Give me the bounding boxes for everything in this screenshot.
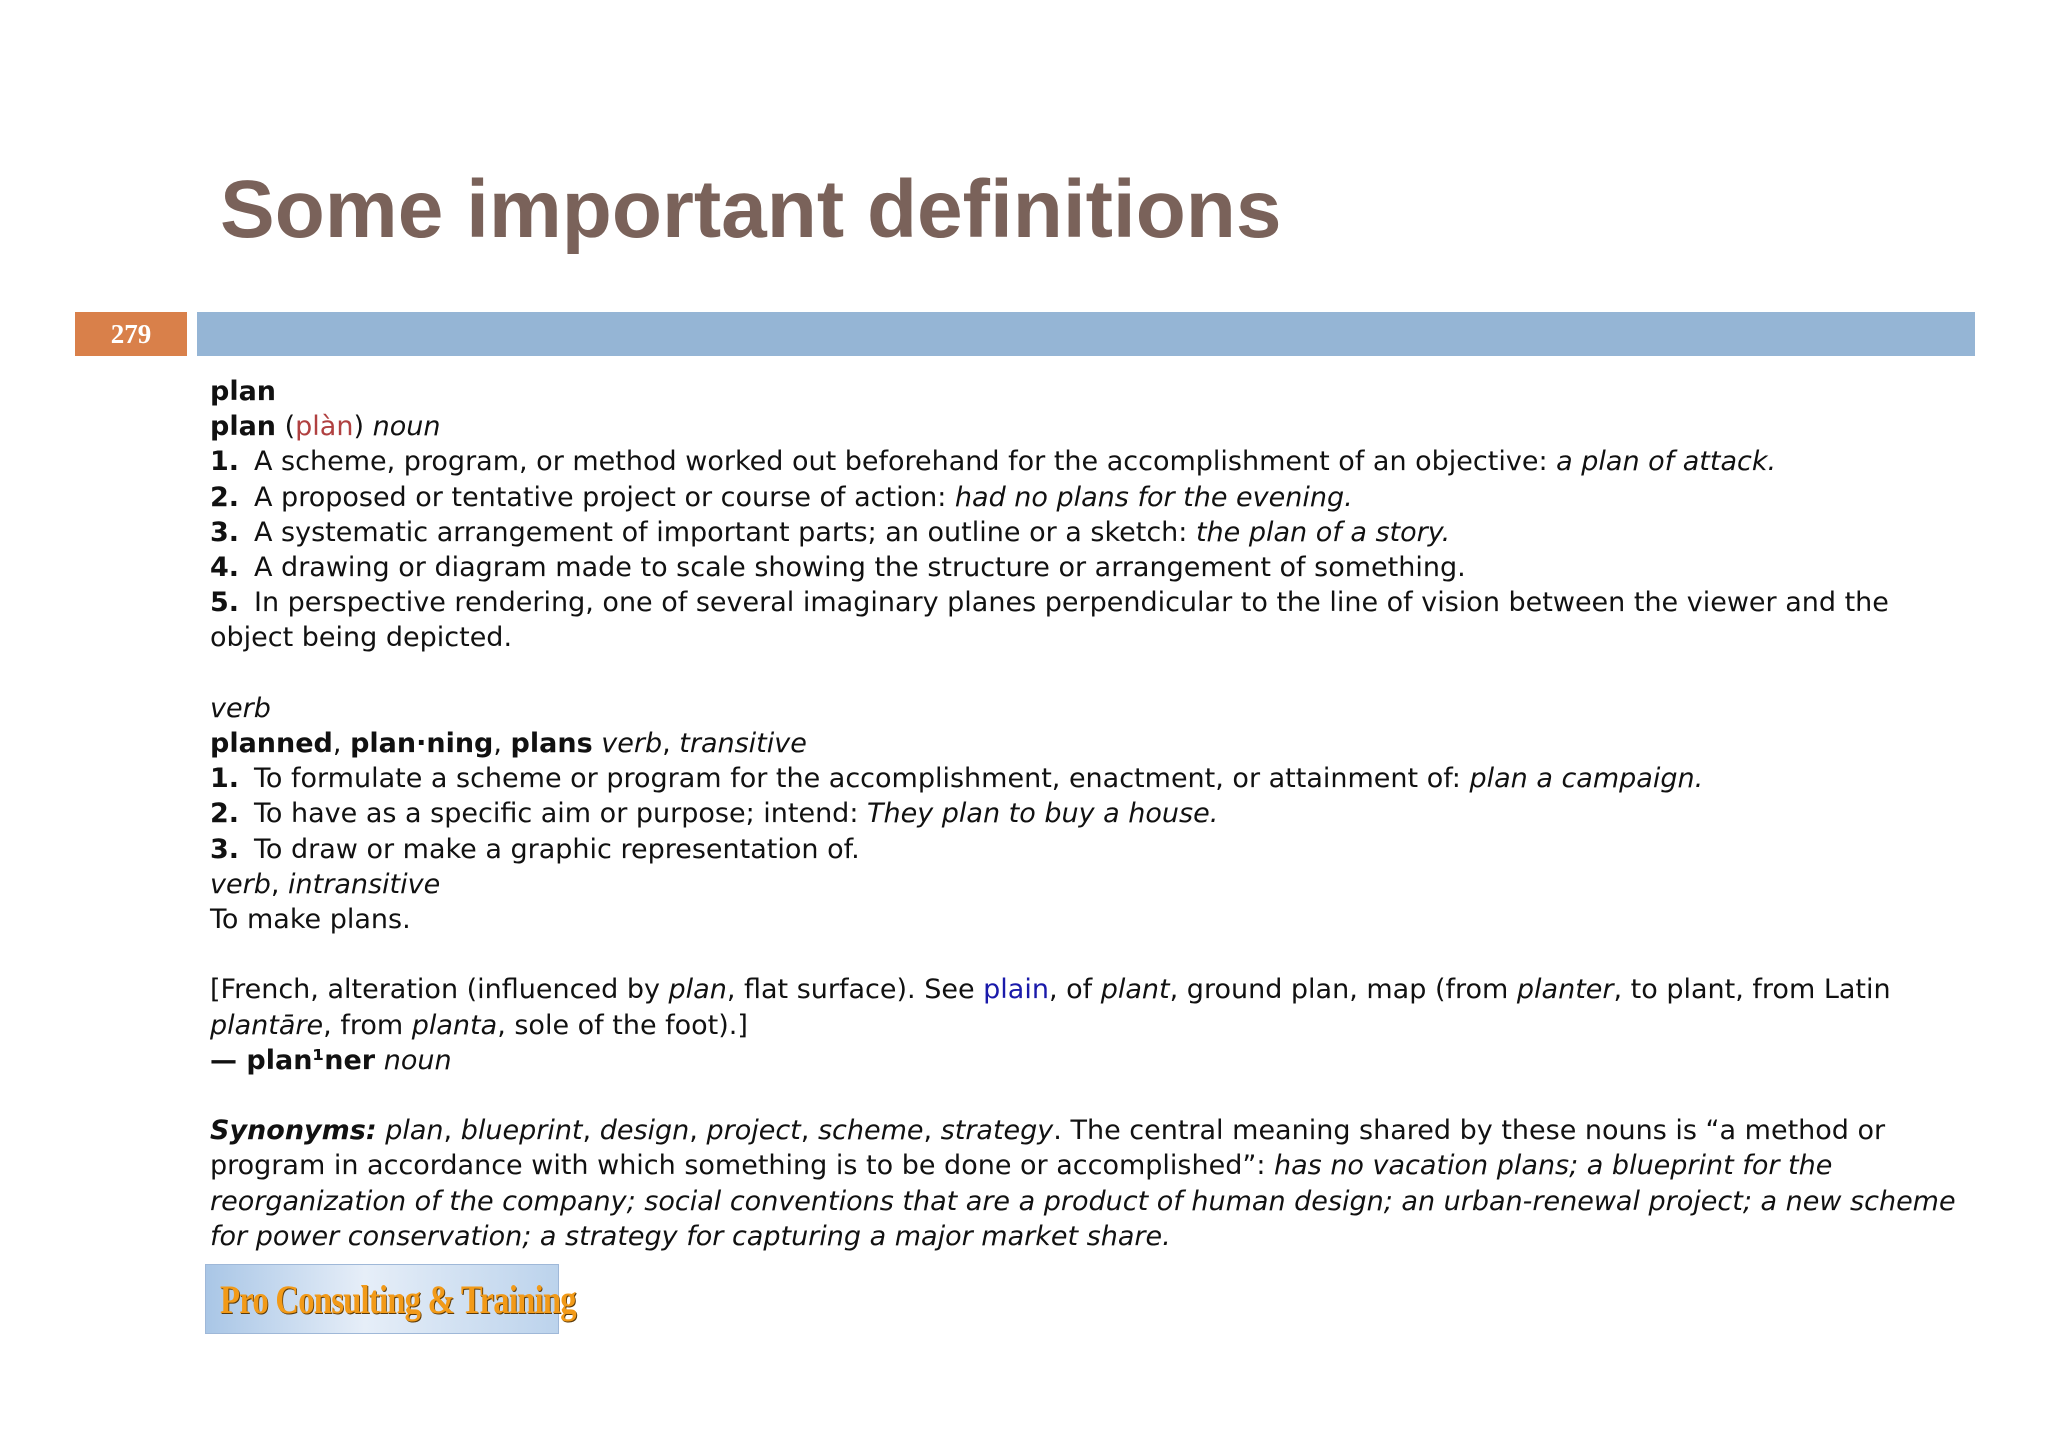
verb-form: plan·ning	[350, 728, 494, 760]
separator: ,	[332, 728, 351, 760]
derived-word: plan¹ner	[246, 1044, 376, 1076]
etym-word: plan	[668, 974, 727, 1006]
etym-word: plantāre	[210, 1009, 324, 1041]
logo-text: Pro Consulting & Training	[220, 1276, 576, 1322]
sense-example: plan a campaign.	[1469, 763, 1704, 795]
intransitive-def: To make plans.	[210, 904, 411, 936]
pos-label: verb	[210, 868, 271, 900]
sense-text: To formulate a scheme or program for the accomplishment, enactment, or attainment of:	[254, 763, 1470, 795]
definition-content	[210, 374, 1956, 1254]
sense-number: 2.	[210, 798, 240, 830]
pos-label: intransitive	[288, 868, 441, 900]
etym-word: planta	[411, 1009, 498, 1041]
sense-number: 1.	[210, 446, 240, 478]
separator: ,	[662, 728, 680, 760]
noun-sense-5-cont: object being depicted.	[210, 622, 513, 654]
verb-form: planned	[210, 728, 333, 760]
company-logo	[205, 1264, 576, 1334]
synonym-text: . The central meaning shared by these nouns is “a method or	[1053, 1115, 1886, 1147]
separator	[375, 1045, 384, 1076]
synonym-word: strategy	[940, 1115, 1054, 1147]
pron-close: )	[353, 411, 373, 443]
etym-text: , to plant, from Latin	[1613, 974, 1891, 1006]
etym-text: [French, alteration (influenced by	[210, 974, 669, 1006]
noun-sense-5	[210, 585, 1900, 620]
sense-number: 1.	[210, 763, 240, 795]
pos-label: transitive	[679, 728, 807, 760]
sense-number: 4.	[210, 552, 240, 584]
verb-form: plans	[510, 728, 593, 760]
separator: ,	[923, 1115, 941, 1147]
verb-sense-3	[210, 832, 1900, 867]
dash: —	[210, 1044, 247, 1076]
pronunciation: plàn	[295, 411, 354, 443]
header-bar	[197, 312, 1975, 356]
pos-label: noun	[383, 1044, 452, 1076]
slide-title: Some important definitions	[220, 164, 1282, 255]
etym-text: , ground plan, map (from	[1169, 974, 1517, 1006]
sense-text: To draw or make a graphic representation of.	[254, 833, 860, 865]
sense-text: A proposed or tentative project or course of action:	[254, 481, 955, 513]
sense-text: A drawing or diagram made to scale showing the structure or arrangement of something.	[254, 552, 1466, 584]
synonym-word: scheme	[817, 1115, 924, 1147]
separator: ,	[493, 728, 511, 760]
separator: ,	[800, 1115, 818, 1147]
verb-sense-1	[210, 761, 1900, 796]
etym-word: plant	[1100, 974, 1170, 1006]
etym-text: , of	[1048, 974, 1101, 1006]
synonym-example: for power conservation; a strategy for capturing a major market share.	[210, 1220, 1171, 1252]
noun-sense-4	[210, 550, 1900, 585]
synonym-word: plan	[385, 1115, 444, 1147]
noun-sense-1	[210, 444, 1900, 479]
synonym-example: has no vacation plans; a blueprint for the	[1274, 1150, 1833, 1182]
noun-sense-2	[210, 480, 1900, 515]
etym-text: , flat surface). See	[726, 974, 984, 1006]
synonyms-line-4	[210, 1219, 1900, 1254]
sense-text: A scheme, program, or method worked out beforehand for the accomplishment of an objective:	[254, 446, 1557, 478]
synonyms-line-2	[210, 1148, 1900, 1183]
synonym-word: blueprint	[460, 1115, 583, 1147]
derived-form	[210, 1043, 1900, 1078]
headword-line	[210, 374, 1900, 409]
sense-text: In perspective rendering, one of several imaginary planes perpendicular to the line of vision between the viewer and the	[254, 587, 1889, 619]
synonyms-label: Synonyms:	[210, 1115, 377, 1147]
verb-label-text: verb	[210, 692, 271, 724]
separator	[593, 728, 602, 759]
sense-example: the plan of a story.	[1195, 516, 1451, 548]
headword: plan	[210, 376, 277, 407]
etym-text: , sole of the foot).]	[497, 1009, 748, 1041]
synonym-word: project	[706, 1115, 801, 1147]
verb-forms	[210, 726, 1900, 761]
verb-label	[210, 691, 1900, 726]
synonyms-line-1	[210, 1113, 1900, 1148]
sense-number: 5.	[210, 587, 240, 619]
synonym-text: program in accordance with which something is to be done or accomplished”:	[210, 1150, 1275, 1182]
sense-example: a plan of attack.	[1556, 446, 1777, 478]
synonyms-line-3	[210, 1184, 1956, 1219]
separator	[377, 1115, 386, 1146]
page-number-badge: 279	[75, 312, 187, 356]
headword-repeat: plan	[210, 411, 277, 443]
separator: ,	[689, 1115, 707, 1147]
sense-example: They plan to buy a house.	[867, 798, 1219, 830]
pronunciation-line	[210, 409, 1900, 444]
separator: ,	[270, 868, 289, 900]
synonym-word: design	[599, 1115, 690, 1147]
etym-word: planter	[1516, 974, 1614, 1006]
separator: ,	[582, 1115, 600, 1147]
synonym-example: reorganization of the company; social conventions that are a product of human design; an urban-renewal project; a new scheme	[210, 1185, 1956, 1217]
sense-number: 2.	[210, 481, 240, 513]
pos-label: verb	[601, 728, 663, 760]
pos-noun: noun	[372, 411, 441, 443]
pron-open: (	[276, 411, 296, 443]
sense-number: 3.	[210, 833, 240, 865]
etym-text: , from	[323, 1009, 412, 1041]
verb-sense-2	[210, 796, 1900, 831]
intransitive-label	[210, 867, 1900, 902]
noun-sense-3	[210, 515, 1900, 550]
sense-number: 3.	[210, 516, 240, 548]
sense-text: To have as a specific aim or purpose; intend:	[254, 798, 867, 830]
etymology-line-1	[210, 972, 1900, 1007]
etymology-line-2	[210, 1008, 1900, 1043]
sense-text: A systematic arrangement of important parts; an outline or a sketch:	[254, 516, 1196, 548]
separator: ,	[443, 1115, 461, 1147]
cross-reference-link[interactable]: plain	[983, 974, 1049, 1006]
sense-example: had no plans for the evening.	[954, 481, 1353, 513]
